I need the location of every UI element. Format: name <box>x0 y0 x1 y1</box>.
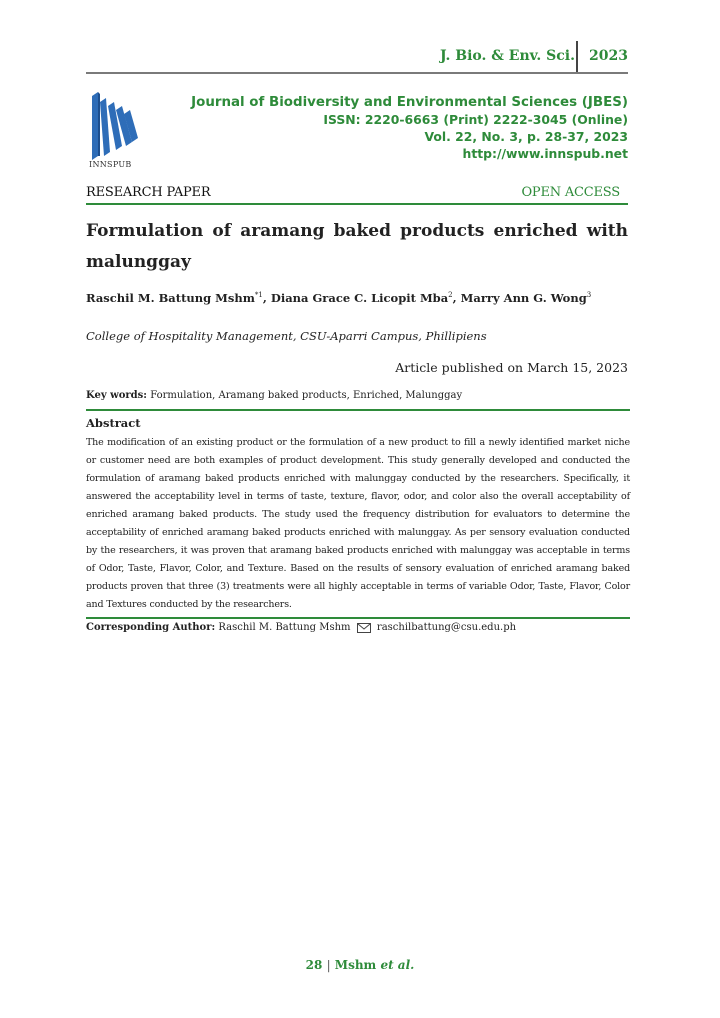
author-name: Marry Ann G. Wong <box>460 291 587 305</box>
page-footer <box>0 958 720 972</box>
journal-title: Journal of Biodiversity and Environmental Sciences (JBES) <box>191 95 628 110</box>
keywords-rule <box>86 409 630 411</box>
publication-date: Article published on March 15, 2023 <box>395 360 628 375</box>
publisher-name: INNSPUB <box>89 160 132 169</box>
running-header-separator <box>576 41 578 73</box>
header-rule <box>86 72 628 74</box>
abstract-heading: Abstract <box>86 416 141 430</box>
article-type-label: RESEARCH PAPER <box>86 185 211 200</box>
footer-separator: | <box>326 958 331 972</box>
corresponding-author-email[interactable]: raschilbattung@csu.edu.ph <box>376 622 517 633</box>
keywords <box>86 390 462 401</box>
affiliation: College of Hospitality Management, CSU-Aparri Campus, Phillipiens <box>86 329 487 343</box>
abstract-body: The modification of an existing product or the formulation of a new product to fill a newly identified market niche or customer need are both examples of product development. This study generally developed and conducted the formulation of aramang baked products enriched with malunggay conducted by the researchers. Specifically, it answered the acceptability level in terms of taste, texture, flavor, odor, and color also the overall acceptability of enriched aramang baked products. The study used the frequency distribution for evaluators to determine the acceptability of enriched aramang baked products enriched with malunggay. As per sensory evaluation conducted by the researchers, it was proven that aramang baked products enriched with malunggay was acceptable in terms of Odor, Taste, Flavor, Color, and Texture. Based on the results of sensory evaluation of enriched aramang baked products proven that three (3) treatments were all highly acceptable in terms of variable Odor, Taste, Flavor, Color and Textures conducted by the researchers. <box>86 437 630 610</box>
corresponding-author-name: Raschil M. Battung Mshm <box>218 622 351 633</box>
journal-issn: ISSN: 2220-6663 (Print) 2222-3045 (Online) <box>323 112 628 127</box>
author-affiliation-mark: *1 <box>254 291 263 300</box>
corresponding-author <box>86 622 516 633</box>
footer-etal: et al. <box>380 958 415 972</box>
running-header-year: 2023 <box>589 48 628 64</box>
footer-author: Mshm <box>334 958 377 972</box>
article-title-line-1: Formulation of aramang baked products enriched with <box>86 221 628 241</box>
author-name: Raschil M. Battung Mshm <box>86 291 255 305</box>
keywords-list: Formulation, Aramang baked products, Enriched, Malunggay <box>150 390 463 401</box>
journal-info <box>191 94 628 162</box>
innspub-logo-icon <box>88 90 140 162</box>
envelope-icon <box>357 623 371 633</box>
author-affiliation-mark: 3 <box>586 291 592 300</box>
abstract-rule <box>86 617 630 619</box>
author-affiliation-mark: 2 <box>448 291 453 300</box>
running-header-journal: J. Bio. & Env. Sci. <box>440 48 575 64</box>
keywords-label: Key words: <box>86 390 147 401</box>
article-type-rule <box>86 203 628 205</box>
author-list: Raschil M. Battung Mshm$^{*1}$, Diana Grace C. Licopit Mba$^2$, Marry Ann G. Wong$^3$ <box>86 291 592 305</box>
open-access-label: OPEN ACCESS <box>521 185 620 200</box>
author-name: Diana Grace C. Licopit Mba <box>270 291 449 305</box>
article-title-line-2: malunggay <box>86 252 191 272</box>
journal-volume: Vol. 22, No. 3, p. 28-37, 2023 <box>424 129 628 144</box>
journal-url[interactable]: http://www.innspub.net <box>462 146 628 161</box>
page-number: 28 <box>305 958 323 972</box>
corresponding-author-label: Corresponding Author: <box>86 622 216 633</box>
